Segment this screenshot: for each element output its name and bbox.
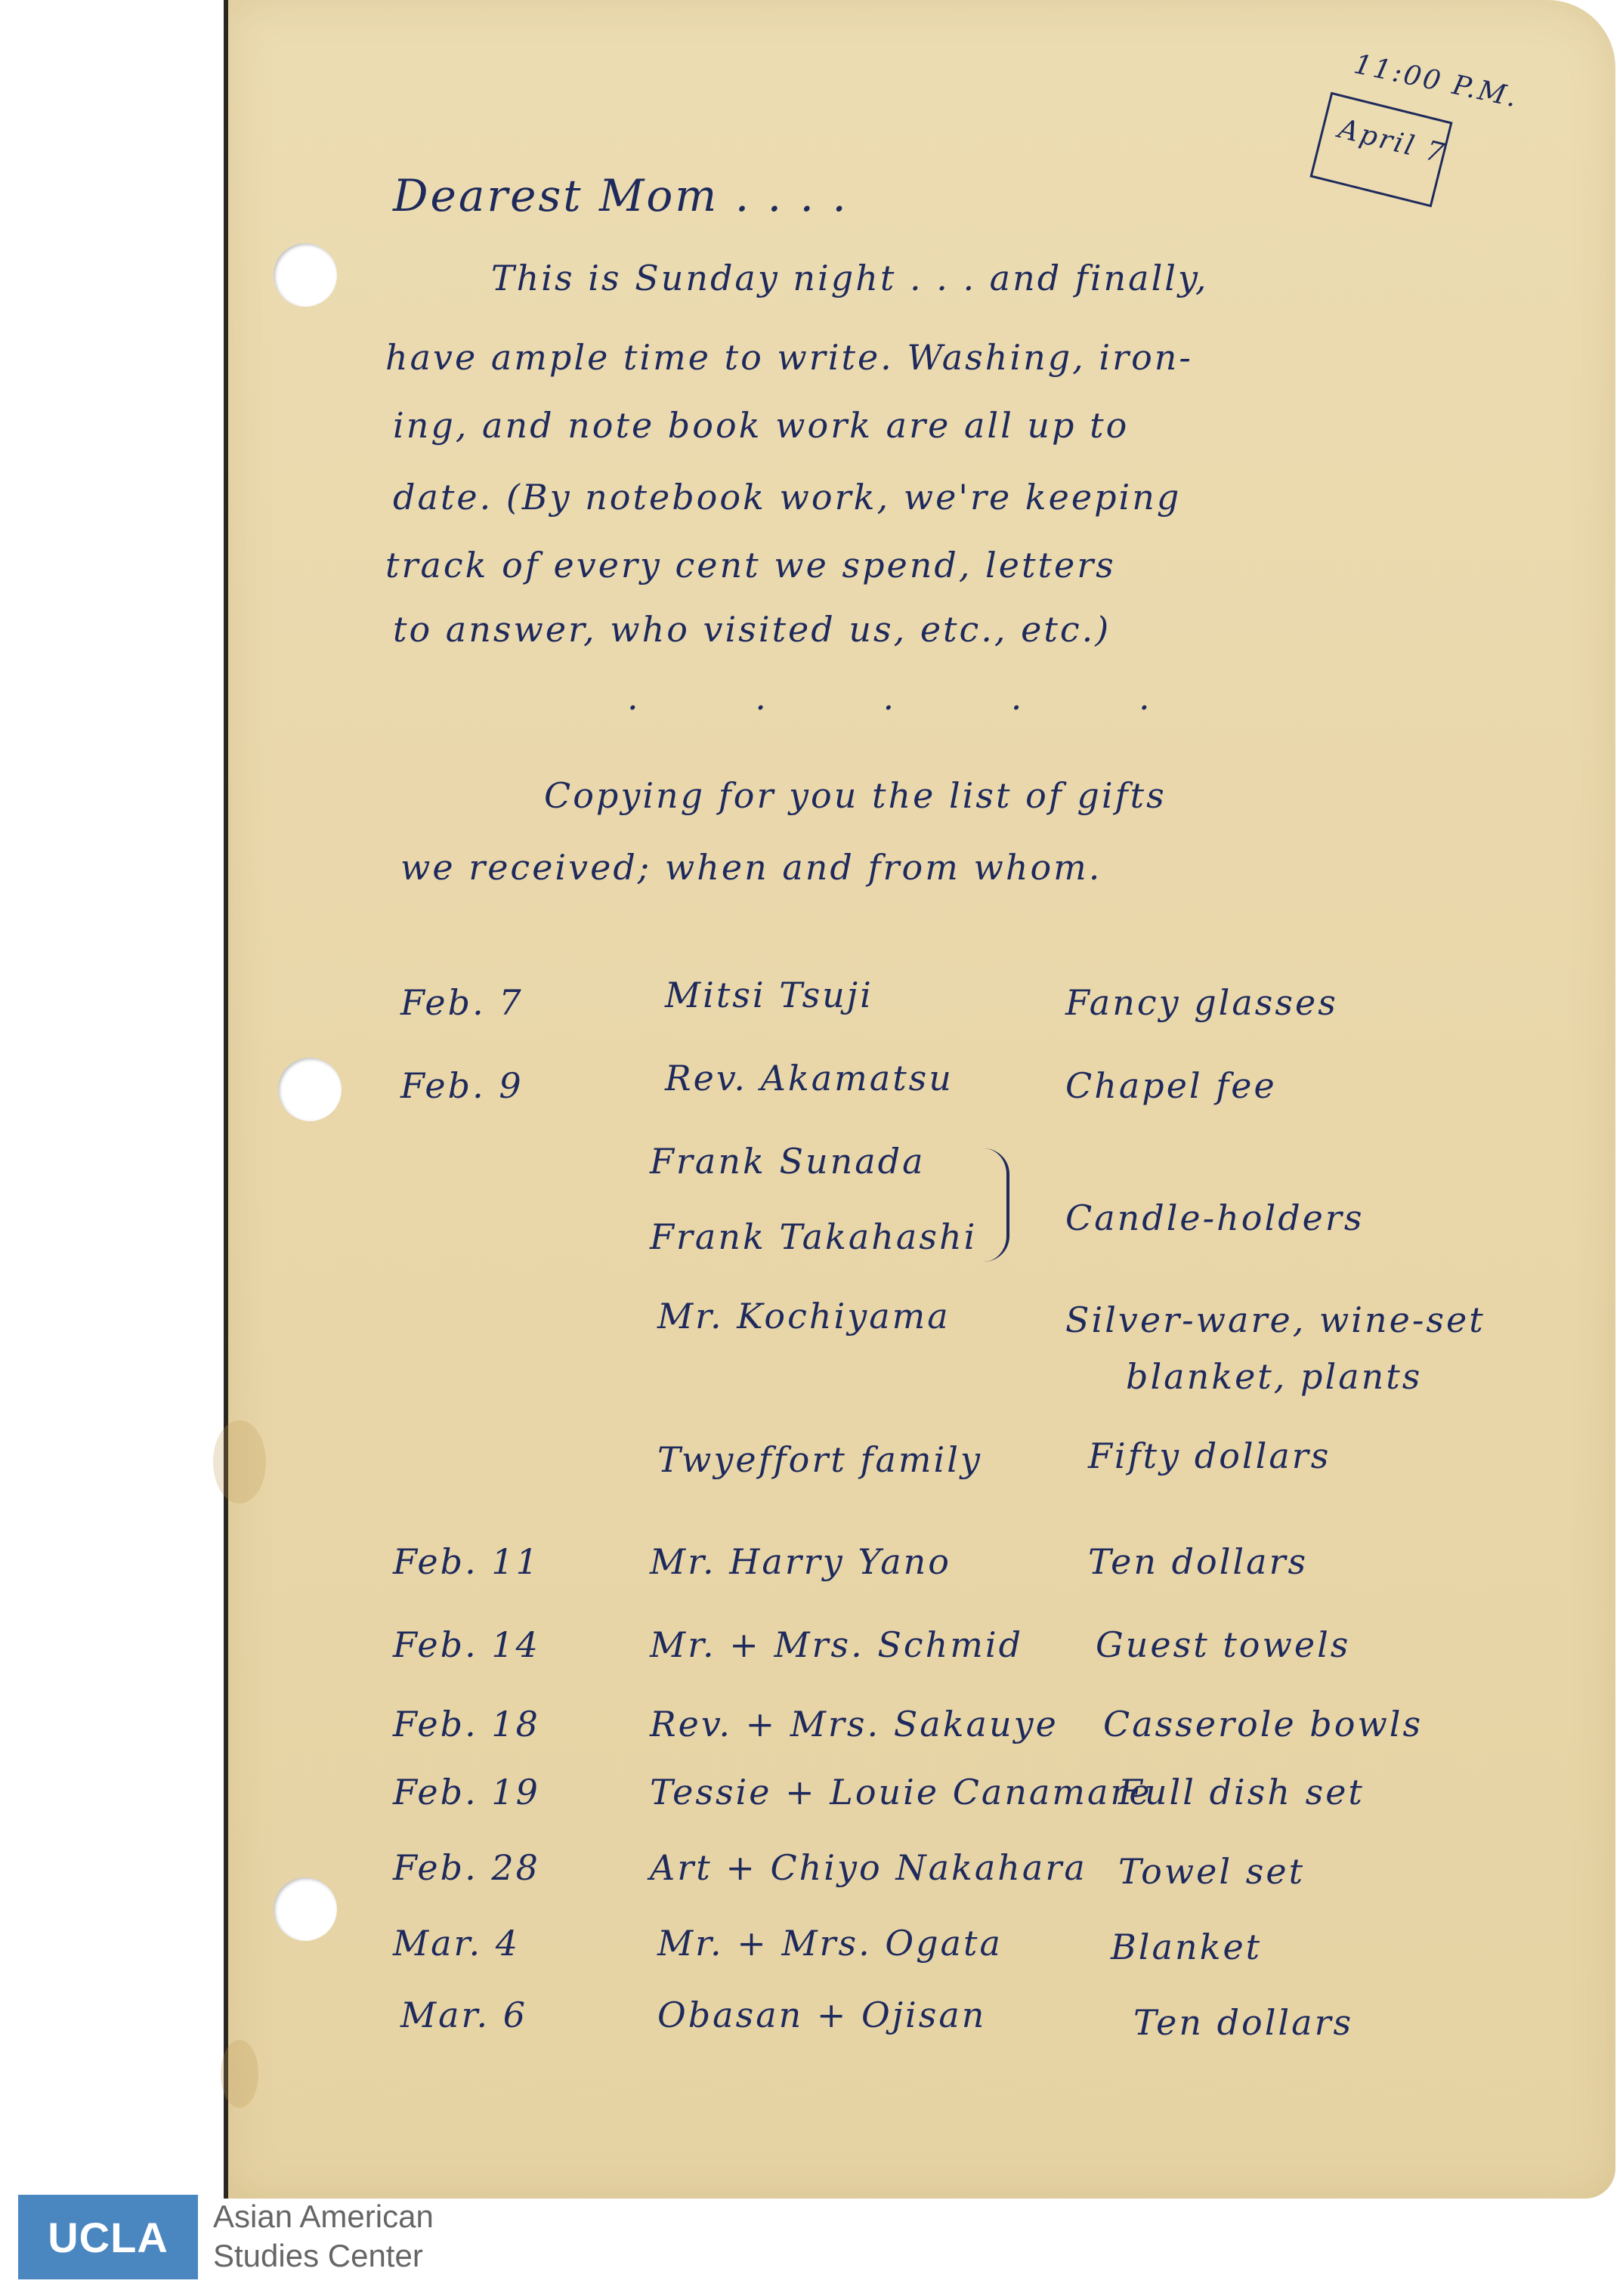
paper-stain xyxy=(213,1420,266,1503)
gift-item: Silver-ware, wine-set xyxy=(1065,1299,1485,1340)
gift-item: Guest towels xyxy=(1096,1624,1351,1665)
body-line: This is Sunday night . . . and finally, xyxy=(491,258,1209,298)
org-name xyxy=(213,2197,434,2276)
separator: . . . . . xyxy=(627,677,1203,718)
body-line: track of every cent we spend, letters xyxy=(385,545,1116,586)
gift-item: Candle-holders xyxy=(1065,1197,1365,1238)
gift-item: Ten dollars xyxy=(1088,1541,1309,1582)
gift-from: Mitsi Tsuji xyxy=(665,975,873,1015)
punch-hole xyxy=(274,243,337,307)
gift-date: Feb. 19 xyxy=(393,1772,540,1812)
gift-item: Ten dollars xyxy=(1133,2002,1354,2043)
gift-from: Tessie + Louie Canamare xyxy=(650,1772,1152,1812)
gift-date: Feb. 14 xyxy=(393,1624,540,1665)
gift-from: Frank Sunada xyxy=(650,1141,926,1182)
body-line: to answer, who visited us, etc., etc.) xyxy=(393,609,1111,650)
gift-item: Chapel fee xyxy=(1065,1065,1277,1106)
org-name-line2: Studies Center xyxy=(213,2238,423,2273)
body-line: have ample time to write. Washing, iron- xyxy=(385,337,1193,378)
paper-stain xyxy=(221,2040,258,2108)
gift-date: Feb. 11 xyxy=(393,1541,540,1582)
intro-line: we received; when and from whom. xyxy=(400,847,1102,888)
time-note: 11:00 P.M. xyxy=(1351,48,1522,114)
gift-item: blanket, plants xyxy=(1126,1356,1423,1397)
body-line: date. (By notebook work, we're keeping xyxy=(393,477,1182,518)
gift-item: Fancy glasses xyxy=(1065,982,1338,1023)
gift-item: Blanket xyxy=(1111,1927,1263,1967)
gift-from: Rev. Akamatsu xyxy=(665,1058,954,1099)
gift-date: Feb. 28 xyxy=(393,1847,540,1888)
gift-item: Towel set xyxy=(1118,1851,1306,1892)
gift-from: Frank Takahashi xyxy=(650,1216,978,1257)
gift-from: Mr. Kochiyama xyxy=(657,1296,951,1337)
org-name-line1: Asian American xyxy=(213,2199,434,2234)
gift-from: Obasan + Ojisan xyxy=(657,1995,987,2035)
gift-from: Rev. + Mrs. Sakauye xyxy=(650,1704,1059,1744)
ucla-logo: UCLA xyxy=(18,2195,198,2279)
gift-date: Mar. 4 xyxy=(393,1923,520,1964)
gift-from: Twyeffort family xyxy=(657,1439,982,1480)
gift-from: Art + Chiyo Nakahara xyxy=(650,1847,1087,1888)
gift-date: Feb. 7 xyxy=(400,982,524,1023)
gift-from: Mr. Harry Yano xyxy=(650,1541,951,1582)
punch-hole xyxy=(274,1877,337,1941)
gift-date: Feb. 18 xyxy=(393,1704,540,1744)
gift-date: Mar. 6 xyxy=(400,1995,527,2035)
grouping-brace xyxy=(984,1148,1009,1262)
gift-date: Feb. 9 xyxy=(400,1065,524,1106)
body-line: ing, and note book work are all up to xyxy=(393,405,1130,446)
gift-item: Casserole bowls xyxy=(1103,1704,1424,1744)
gift-from: Mr. + Mrs. Ogata xyxy=(657,1923,1003,1964)
greeting: Dearest Mom . . . . xyxy=(393,170,849,221)
gift-item: Full dish set xyxy=(1118,1772,1365,1812)
gift-item: Fifty dollars xyxy=(1088,1435,1331,1476)
gift-from: Mr. + Mrs. Schmid xyxy=(650,1624,1024,1665)
date-note: April 7 xyxy=(1335,113,1449,170)
intro-line: Copying for you the list of gifts xyxy=(544,775,1167,816)
punch-hole xyxy=(278,1058,342,1121)
